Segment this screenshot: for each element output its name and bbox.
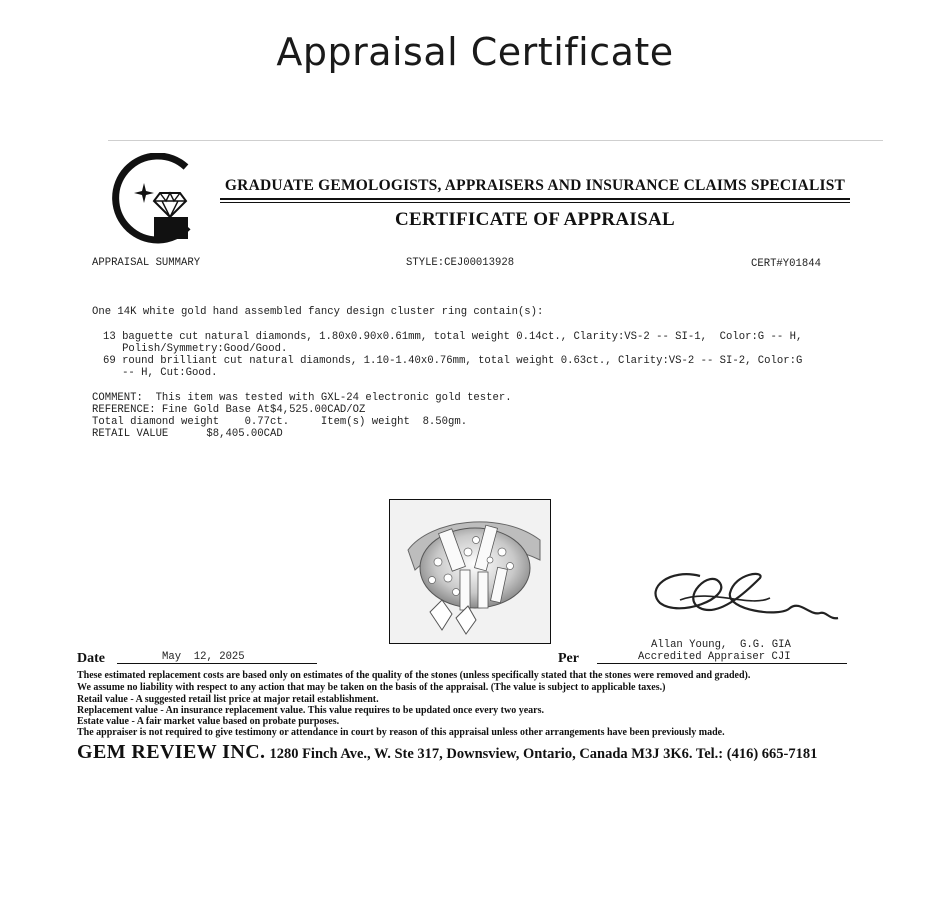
- retail-value-line: RETAIL VALUE $8,405.00CAD: [92, 428, 283, 440]
- page-title: Appraisal Certificate: [276, 30, 674, 74]
- date-line: [117, 663, 317, 664]
- fine-print-line: Replacement value - An insurance replacement value. This value requires to be updated once every two years.: [77, 705, 545, 716]
- comment-line: COMMENT: This item was tested with GXL-24 electronic gold tester.: [92, 392, 512, 404]
- signature-line: [597, 663, 847, 664]
- total-weight-line: Total diamond weight 0.77ct. Item(s) weight 8.50gm.: [92, 416, 468, 428]
- fine-print-line: The appraiser is not required to give testimony or attendance in court by reason of this appraisal unless other arrangements have been previously made.: [77, 727, 725, 738]
- fine-print-line: Estate value - A fair market value based on probate purposes.: [77, 716, 340, 727]
- appraiser-name: Allan Young, G.G. GIA: [651, 639, 791, 651]
- certificate-number: CERT#Y01844: [751, 258, 821, 270]
- certificate-heading: CERTIFICATE OF APPRAISAL: [395, 209, 675, 230]
- per-label: Per: [558, 651, 579, 666]
- company-address: 1280 Finch Ave., W. Ste 317, Downsview, Ontario, Canada M3J 3K6. Tel.: (416) 665-7181: [269, 746, 818, 762]
- appraisal-summary-label: APPRAISAL SUMMARY: [92, 257, 201, 269]
- fine-print-line: These estimated replacement costs are based only on estimates of the quality of the stones (unless specifically stated that the stones were removed and graded).: [77, 670, 751, 681]
- appraiser-title: Accredited Appraiser CJI: [638, 651, 791, 663]
- ring-photo: [389, 499, 551, 644]
- stone-line-continued: Polish/Symmetry:Good/Good.: [103, 343, 288, 355]
- style-number: STYLE:CEJ00013928: [406, 257, 515, 269]
- appraiser-signature: [640, 558, 840, 638]
- stone-line: 69 round brilliant cut natural diamonds, 1.10-1.40x0.76mm, total weight 0.63ct., Clarity:VS-2 -- SI-2, Color:G: [103, 355, 803, 367]
- fine-print-line: We assume no liability with respect to any action that may be taken on the basis of the appraisal. (The value is subject to applicable taxes.): [77, 682, 666, 693]
- header-rule-thin: [220, 202, 850, 203]
- date-label: Date: [77, 651, 105, 666]
- company-name: GEM REVIEW INC.: [77, 741, 266, 763]
- stone-line: 13 baguette cut natural diamonds, 1.80x0.90x0.61mm, total weight 0.14ct., Clarity:VS-2 -- SI-1, Color:G -- H,: [103, 331, 803, 343]
- item-description: One 14K white gold hand assembled fancy design cluster ring contain(s):: [92, 306, 544, 318]
- fine-print-line: Retail value - A suggested retail list price at major retail establishment.: [77, 694, 379, 705]
- certificate-top-edge: [108, 140, 883, 141]
- company-footer: [77, 741, 817, 764]
- organization-name: GRADUATE GEMOLOGISTS, APPRAISERS AND INSURANCE CLAIMS SPECIALIST: [224, 177, 846, 194]
- stone-line-continued: -- H, Cut:Good.: [103, 367, 218, 379]
- header-rule: [220, 198, 850, 200]
- gemologist-logo-icon: [104, 153, 196, 249]
- date-value: May 12, 2025: [162, 651, 245, 663]
- reference-line: REFERENCE: Fine Gold Base At$4,525.00CAD/OZ: [92, 404, 366, 416]
